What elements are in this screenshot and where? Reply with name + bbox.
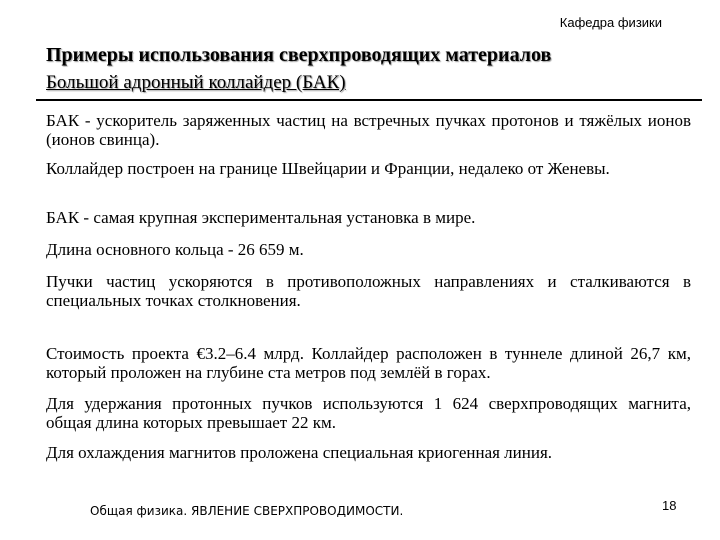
department-header: Кафедра физики <box>559 15 662 30</box>
paragraph-largest-facility: БАК - самая крупная экспериментальная установка в мире. <box>46 208 476 227</box>
paragraph-cryogenic-line: Для охлаждения магнитов проложена специальная криогенная линия. <box>46 443 553 462</box>
paragraph-lhc-definition: БАК - ускоритель заряженных частиц на встречных пучках протонов и тяжёлых ионов (ионов свинца). <box>46 111 691 149</box>
footer-course-title: Общая физика. ЯВЛЕНИЕ СВЕРХПРОВОДИМОСТИ. <box>90 504 404 518</box>
slide-title: Примеры использования сверхпроводящих материалов <box>46 44 552 66</box>
paragraph-magnets: Для удержания протонных пучков используются 1 624 сверхпроводящих магнита, общая длина которых превышает 22 км. <box>46 394 691 432</box>
slide-subtitle: Большой адронный коллайдер (БАК) <box>46 72 346 93</box>
paragraph-cost-tunnel: Стоимость проекта €3.2–6.4 млрд. Коллайдер расположен в туннеле длиной 26,7 км, который проложен на глубине ста метров под землёй в горах. <box>46 344 691 382</box>
paragraph-beams: Пучки частиц ускоряются в противоположных направлениях и сталкиваются в специальных точках столкновения. <box>46 272 691 310</box>
paragraph-ring-length: Длина основного кольца - 26 659 м. <box>46 240 304 259</box>
title-divider <box>36 99 702 101</box>
page-number: 18 <box>662 498 677 513</box>
paragraph-location: Коллайдер построен на границе Швейцарии и Франции, недалеко от Женевы. <box>46 159 610 178</box>
